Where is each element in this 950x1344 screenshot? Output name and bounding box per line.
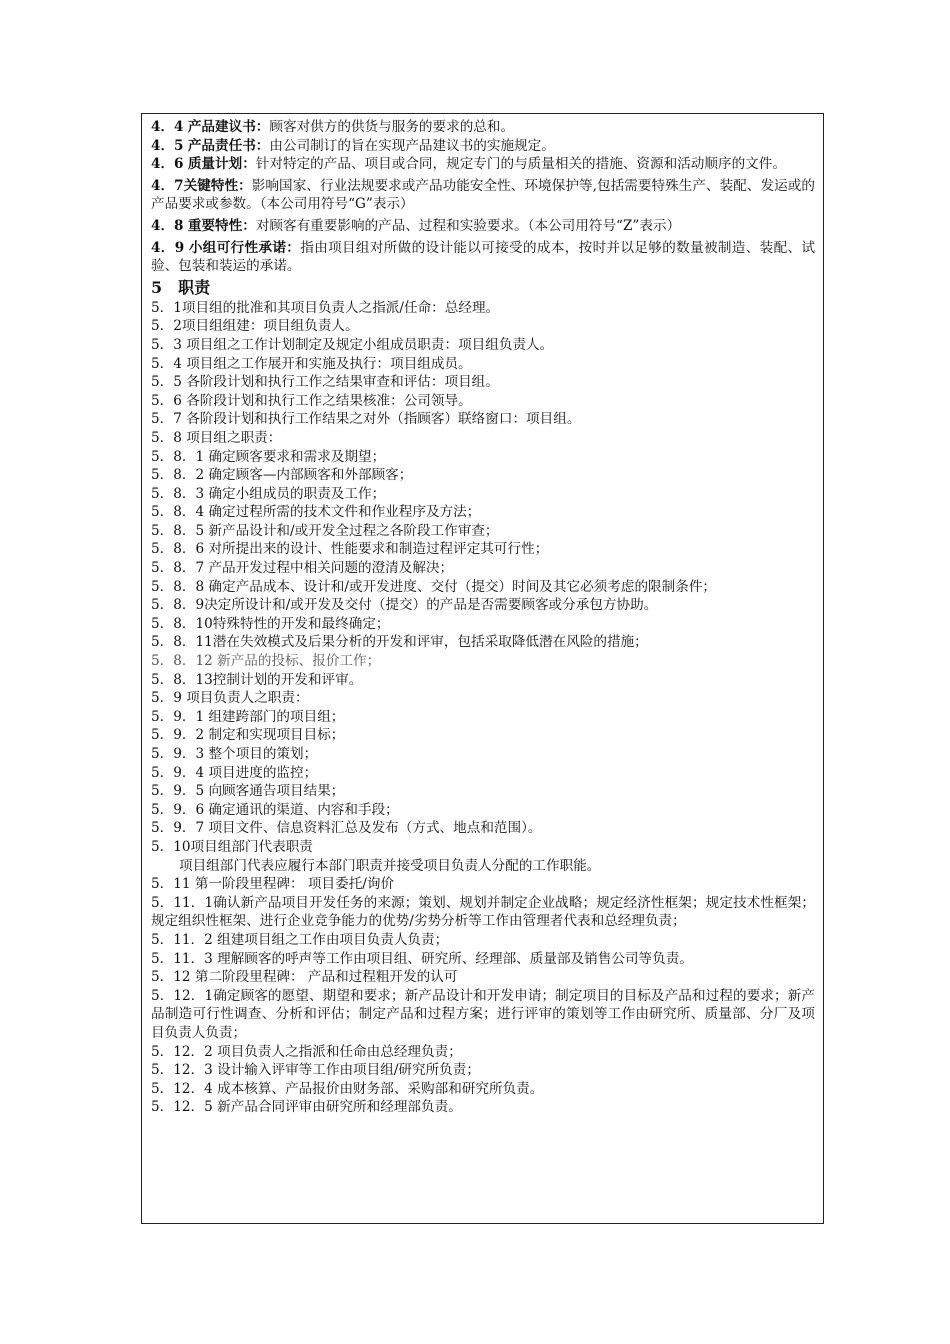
definition-number: 4．9 [151, 239, 185, 256]
text-line: 5．12 第二阶段里程碑： 产品和过程粗开发的认可 [151, 969, 458, 986]
text-line: 5．8．8 确定产品成本、设计和/或开发进度、交付（提交）时间及其它必须考虑的限制条件； [151, 578, 717, 595]
definition-4-6 [151, 155, 815, 174]
text-line: 5．12．3 设计输入评审等工作由项目组/研究所负责； [151, 1062, 480, 1079]
text-line: 5．8．1 确定顾客要求和需求及期望； [151, 448, 386, 465]
definition-4-9 [151, 239, 815, 276]
text-line: 5．8．7 产品开发过程中相关问题的澄清及解决； [151, 560, 454, 577]
text-line: 5．8．12 新产品的投标、报价工作； [151, 653, 381, 670]
text-line: 5．8．2 确定顾客—内部顾客和外部顾客； [151, 467, 413, 484]
text-line: 5．9．6 确定通讯的渠道、内容和手段； [151, 801, 399, 818]
text-line: 5．5 各阶段计划和执行工作之结果审查和评估：项目组。 [151, 374, 499, 391]
definition-term: 重要特性： [187, 217, 256, 234]
text-line: 项目组部门代表应履行本部门职责并接受项目负责人分配的工作职能。 [179, 857, 601, 874]
definition-number: 4．4 [151, 119, 184, 135]
definition-text: 顾客对供方的供货与服务的要求的总和。 [269, 119, 515, 135]
definition-4-7 [151, 177, 815, 214]
text-line: 5．8．4 确定过程所需的技术文件和作业程序及方法； [151, 504, 481, 521]
text-line: 5．12．5 新产品合同评审由研究所和经理部负责。 [151, 1099, 462, 1116]
text-line: 5．7 各阶段计划和执行工作结果之对外（指顾客）联络窗口：项目组。 [151, 411, 581, 428]
text-line: 5．11 第一阶段里程碑： 项目委托/询价 [151, 876, 395, 893]
definition-text: 针对特定的产品、项目或合同，规定专门的与质量相关的措施、资源和活动顺序的文件。 [255, 156, 786, 173]
text-line: 5．11．3 理解顾客的呼声等工作由项目组、研究所、经理部、质量部及销售公司等负责。 [151, 950, 693, 967]
definition-term: 质量计划： [187, 156, 256, 173]
text-line: 5．11．1确认新产品项目开发任务的来源；策划、规划并制定企业战略；规定经济性框架；规定技术性框架；规定组织性框架、进行企业竞争能力的优势/劣势分析等工作由管理者代表和总经理负责； [151, 894, 815, 930]
text-line: 5．11．2 组建项目组之工作由项目负责人负责； [151, 931, 449, 948]
document-table-cell [141, 113, 824, 1224]
text-line: 5．4 项目组之工作展开和实施及执行：项目组成员。 [151, 355, 472, 372]
text-line: 5．8．3 确定小组成员的职责及工作； [151, 485, 386, 502]
definition-number: 4．7 [151, 177, 184, 194]
text-line: 5．12．4 成本核算、产品报价由财务部、采购部和研究所负责。 [151, 1080, 544, 1097]
definition-text: 影响国家、行业法规要求或产品功能安全性、环境保护等,包括需要特殊生产、装配、发运或的产品要求或参数。（本公司用符号“G”表示） [151, 177, 816, 213]
definition-term: 小组可行性承诺： [188, 239, 301, 256]
text-line: 5．9．2 制定和实现项目目标； [151, 727, 345, 744]
text-line: 5．12．1确定顾客的愿望、期望和要求；新产品设计和开发申请；制定项目的目标及产品和过程的要求；新产品制造可行性调查、分析和评估；制定产品和过程方案；进行评审的策划等工作由研究所、质量部、分厂及项目负责人负责； [151, 987, 815, 1041]
section-number: 5 [151, 277, 163, 297]
text-line: 5．8．11潜在失效模式及后果分析的开发和评审，包括采取降低潜在风险的措施； [151, 634, 648, 651]
definition-number: 4．8 [151, 217, 184, 234]
definition-text: 对顾客有重要影响的产品、过程和实验要求。（本公司用符号“Z”表示） [255, 217, 681, 234]
definition-4-8 [151, 217, 815, 236]
text-line: 5．2项目组组建：项目组负责人。 [151, 318, 359, 335]
definition-text: 由公司制订的旨在实现产品建议书的实施规定。 [269, 137, 555, 154]
definition-4-4 [151, 118, 815, 137]
text-line: 5．10项目组部门代表职责 [151, 838, 313, 855]
text-line: 5．6 各阶段计划和执行工作之结果核准：公司领导。 [151, 392, 472, 409]
text-line: 5．9．3 整个项目的策划； [151, 746, 318, 762]
definition-term: 关键特性： [183, 177, 252, 194]
text-line: 5．8．9决定所设计和/或开发及交付（提交）的产品是否需要顾客或分承包方协助。 [151, 597, 658, 614]
definition-4-5 [151, 137, 815, 156]
section-heading [151, 278, 815, 298]
text-line: 5．12．2 项目负责人之指派和任命由总经理负责； [151, 1043, 462, 1060]
definition-term: 产品责任书： [187, 137, 270, 154]
definition-text: 指由项目组对所做的设计能以可接受的成本，按时并以足够的数量被制造、装配、试验、包装和装运的承诺。 [151, 239, 816, 275]
text-line: 5．8．5 新产品设计和/或开发全过程之各阶段工作审查； [151, 522, 499, 539]
text-line: 5．9 项目负责人之职责： [151, 690, 309, 707]
text-line: 5．1项目组的批准和其项目负责人之指派/任命：总经理。 [151, 299, 500, 316]
text-line: 5．9．4 项目进度的监控； [151, 764, 318, 781]
text-line: 5．8．13控制计划的开发和评审。 [151, 671, 363, 688]
definition-term: 产品建议书： [187, 119, 270, 135]
text-line: 5．8．10特殊特性的开发和最终确定； [151, 615, 390, 632]
section-title: 职责 [178, 277, 211, 297]
definition-number: 4．6 [151, 156, 184, 173]
text-line: 5．9．7 项目文件、信息资料汇总及发布（方式、地点和范围）。 [151, 820, 542, 837]
text-line: 5．3 项目组之工作计划制定及规定小组成员职责：项目组负责人。 [151, 336, 554, 353]
definition-number: 4．5 [151, 137, 184, 154]
text-line: 5．8．6 对所提出来的设计、性能要求和制造过程评定其可行性； [151, 541, 549, 558]
text-line: 5．8 项目组之职责： [151, 429, 282, 446]
text-line: 5．9．5 向顾客通告项目结果； [151, 783, 345, 800]
text-line: 5．9．1 组建跨部门的项目组； [151, 708, 345, 725]
